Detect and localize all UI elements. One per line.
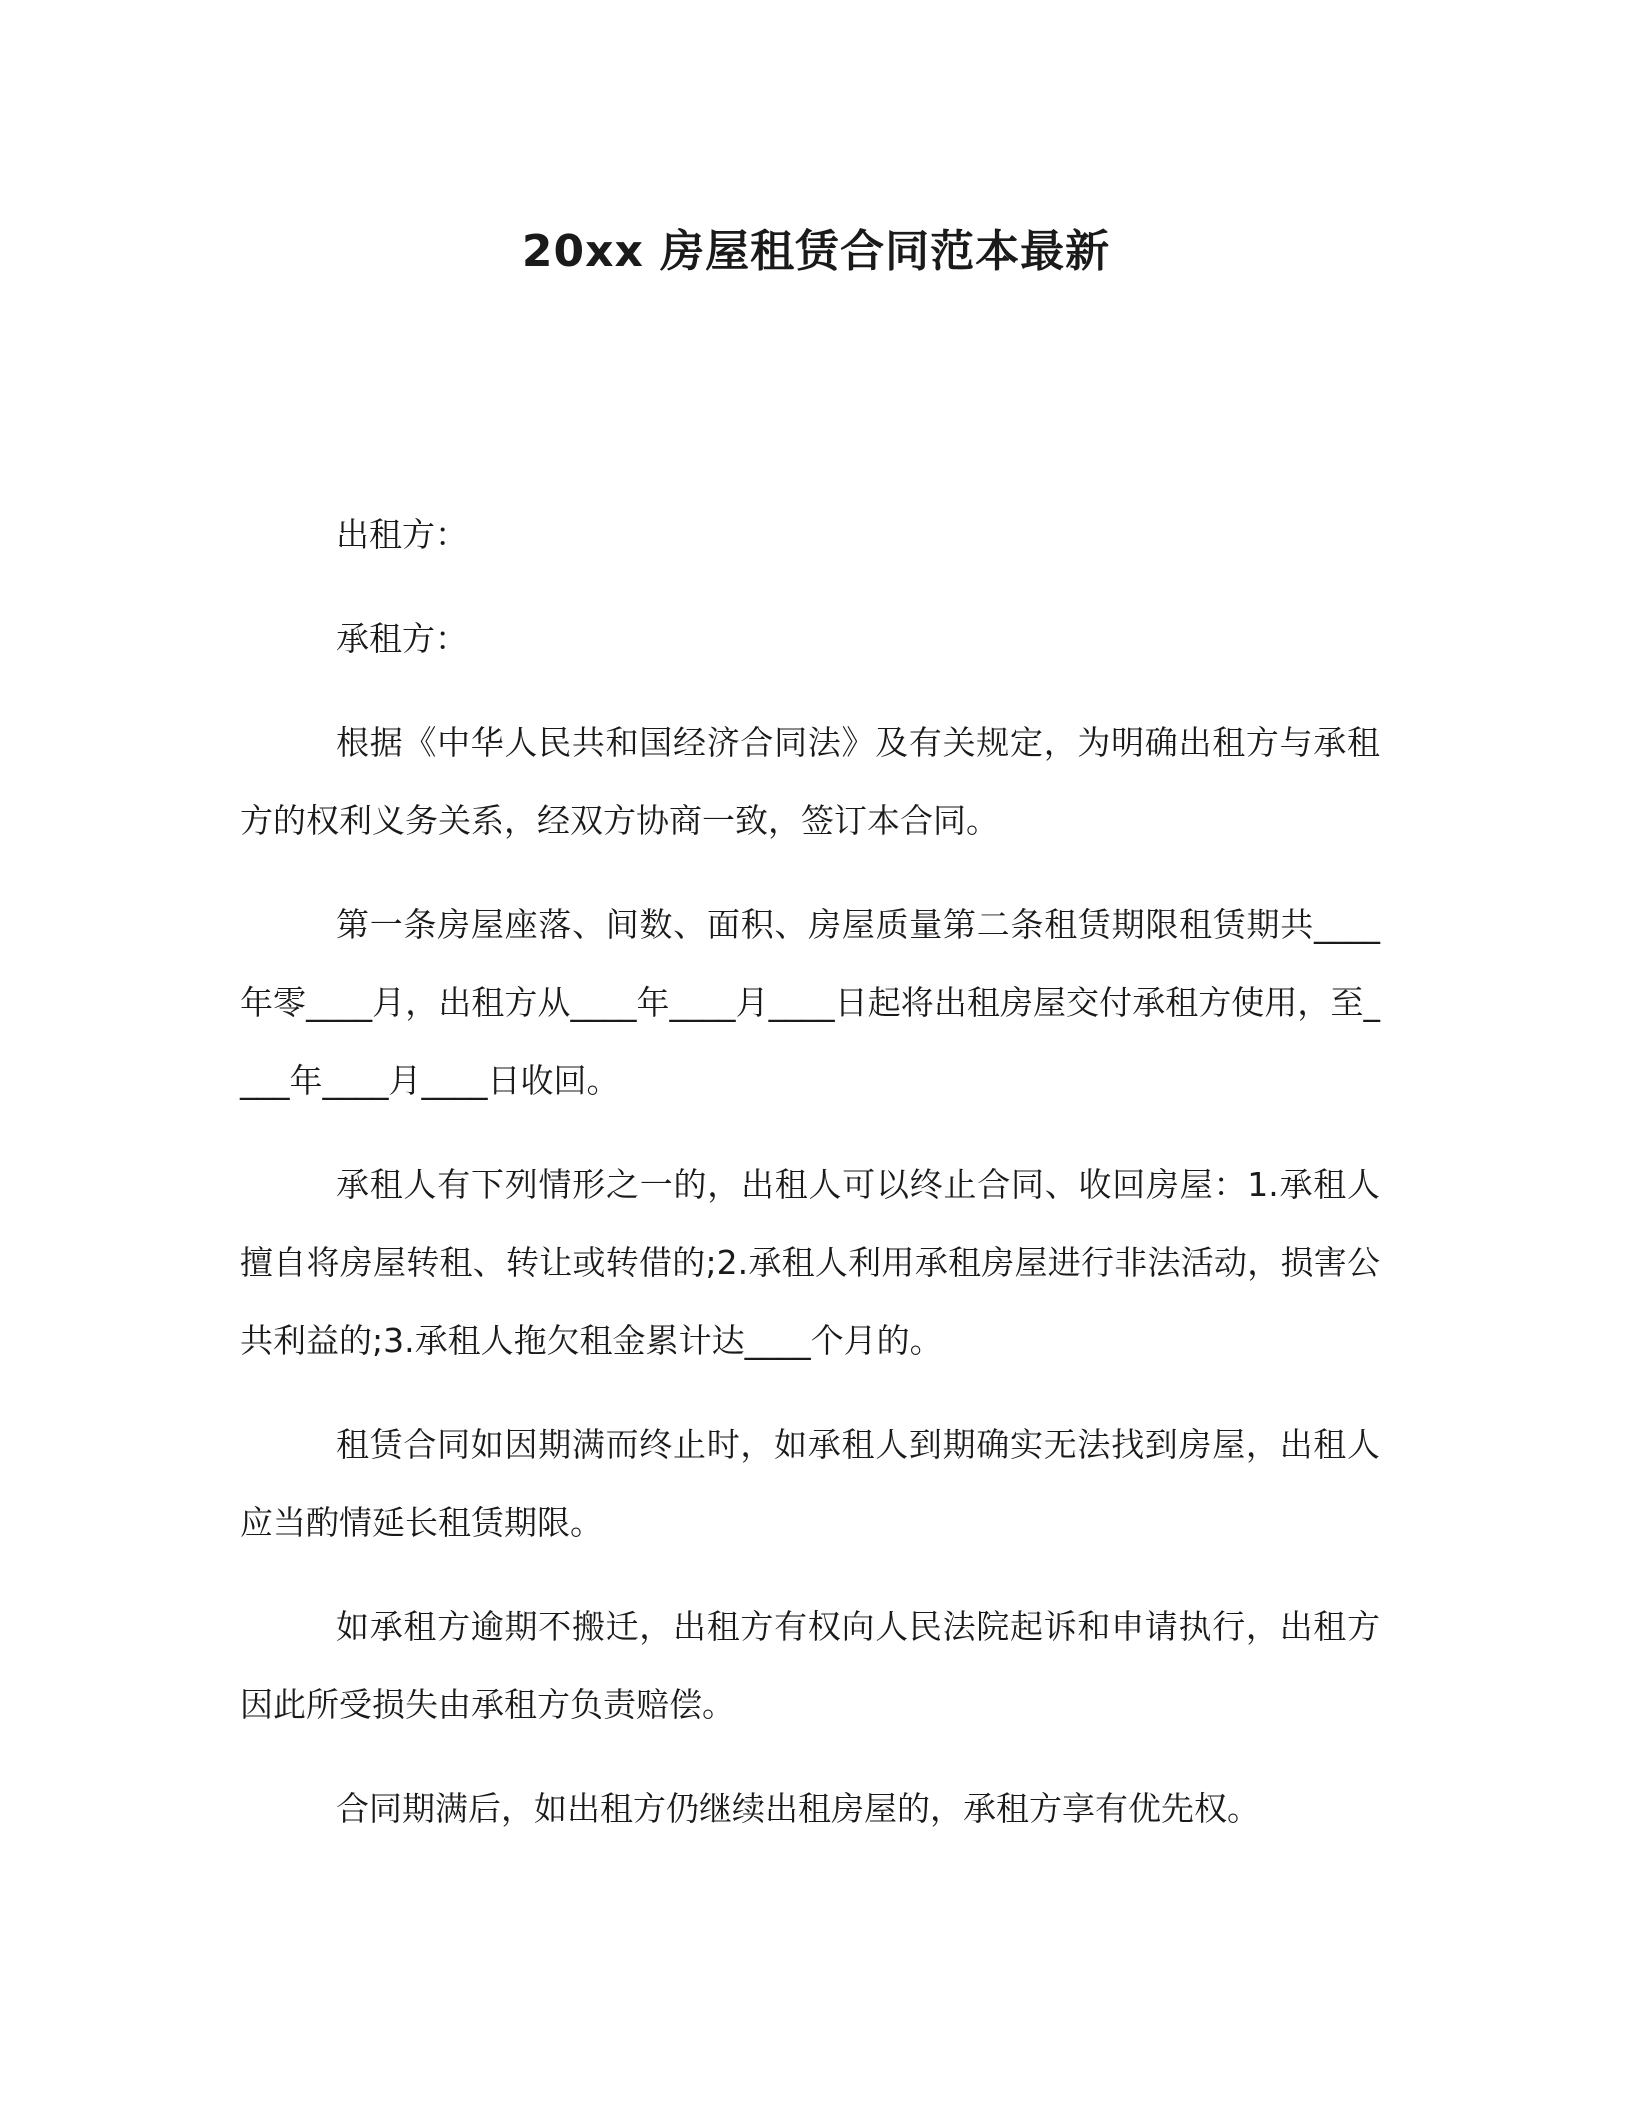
document-title: 20xx 房屋租赁合同范本最新 — [521, 226, 1111, 277]
paragraph-priority: 合同期满后，如出租方仍继续出租房屋的，承租方享有优先权。 — [336, 1789, 1260, 1828]
paragraph-intro: 根据《中华人民共和国经济合同法》及有关规定，为明确出租方与承租方的权利义务关系，经双方协商一致，签订本合同。 — [240, 723, 1380, 840]
paragraph-termination: 承租人有下列情形之一的，出租人可以终止合同、收回房屋：1.承租人擅自将房屋转租、转让或转借的;2.承租人利用承租房屋进行非法活动，损害公共利益的;3.承租人拖欠租金累计达____个月的。 — [240, 1165, 1380, 1360]
lessee-label: 承租方： — [336, 619, 468, 658]
document-body — [240, 496, 1380, 1874]
lessor-label: 出租方： — [336, 515, 468, 554]
paragraph-extension: 租赁合同如因期满而终止时，如承租人到期确实无法找到房屋，出租人应当酌情延长租赁期限。 — [240, 1425, 1380, 1542]
paragraph-term: 第一条房屋座落、间数、面积、房屋质量第二条租赁期限租赁期共____年零____月，出租方从____年____月____日起将出租房屋交付承租方使用，至____年____月____日收回。 — [240, 905, 1380, 1100]
paragraph-overdue: 如承租方逾期不搬迁，出租方有权向人民法院起诉和申请执行，出租方因此所受损失由承租方负责赔偿。 — [240, 1607, 1380, 1724]
